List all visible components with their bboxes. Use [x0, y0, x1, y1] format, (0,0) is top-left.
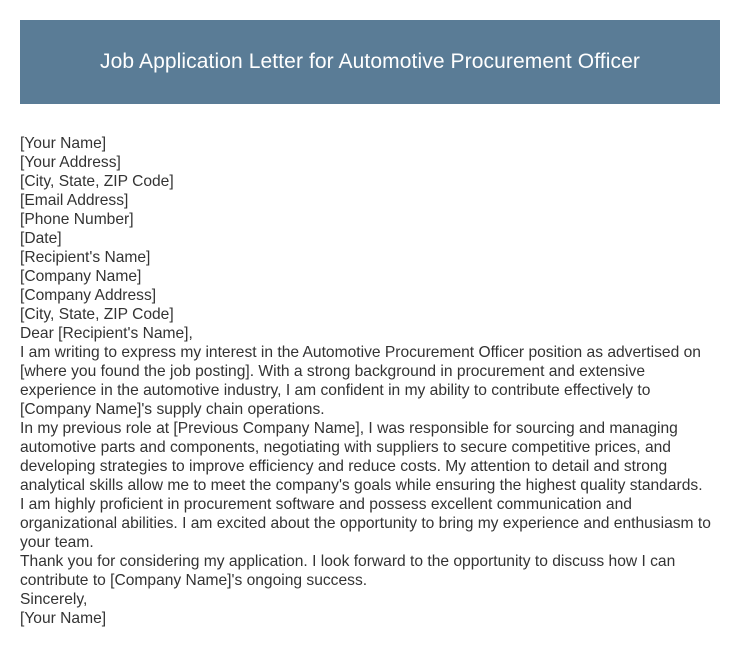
letter-body [20, 134, 722, 628]
sender-name: [Your Name] [20, 135, 107, 152]
sender-phone: [Phone Number] [20, 211, 134, 228]
recipient-company: [Company Name] [20, 268, 142, 285]
closing: Sincerely, [20, 591, 88, 608]
recipient-name: [Recipient's Name] [20, 249, 151, 266]
paragraph-experience: In my previous role at [Previous Company Name], I was responsible for sourcing and managing automotive parts and components, negotiating with suppliers to secure competitive prices, and developing strategies to improve efficiency and reduce costs. My attention to detail and strong analytical skills allow me to meet the company's goals while ensuring the highest quality standards. [20, 420, 703, 494]
letter-date: [Date] [20, 230, 62, 247]
sender-address: [Your Address] [20, 154, 121, 171]
sender-city-state-zip: [City, State, ZIP Code] [20, 173, 174, 190]
salutation: Dear [Recipient's Name], [20, 325, 193, 342]
recipient-company-address: [Company Address] [20, 287, 157, 304]
paragraph-thanks: Thank you for considering my application. I look forward to the opportunity to discuss how I can contribute to [Company Name]'s ongoing success. [20, 553, 676, 589]
header-banner [20, 20, 720, 104]
page-title: Job Application Letter for Automotive Procurement Officer [100, 50, 640, 73]
recipient-city-state-zip: [City, State, ZIP Code] [20, 306, 174, 323]
signature: [Your Name] [20, 610, 107, 627]
paragraph-skills: I am highly proficient in procurement software and possess excellent communication and organizational abilities. I am excited about the opportunity to bring my experience and enthusiasm to your team. [20, 496, 711, 551]
paragraph-introduction: I am writing to express my interest in the Automotive Procurement Officer position as advertised on [where you found the job posting]. With a strong background in procurement and extensive experience in the automotive industry, I am confident in my ability to contribute effectively to [Company Name]'s supply chain operations. [20, 344, 701, 418]
sender-email: [Email Address] [20, 192, 129, 209]
